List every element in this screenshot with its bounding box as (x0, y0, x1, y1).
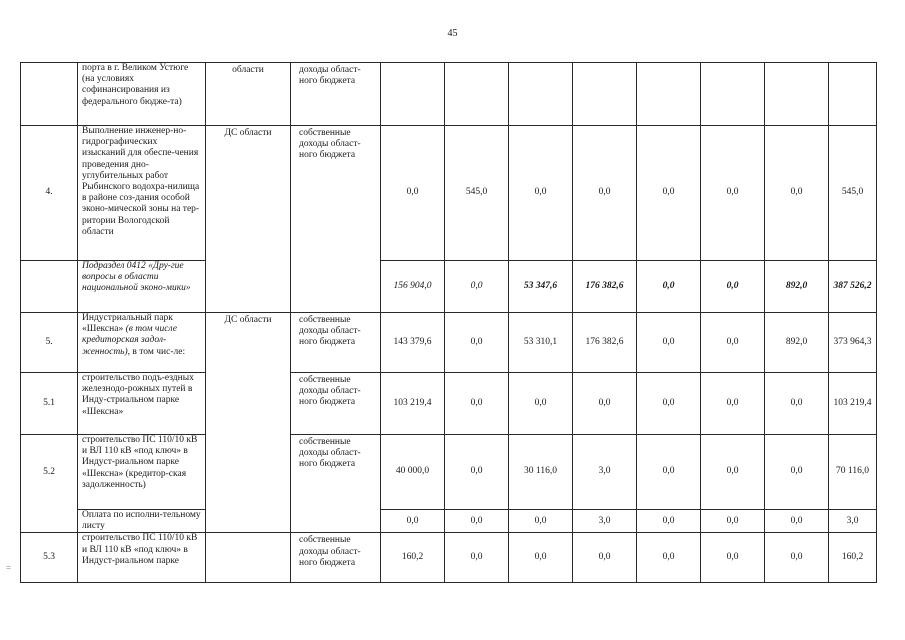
table-row (21, 510, 877, 533)
subsection-title: Подраздел 0412 «Дру-гие вопросы в области национальной эконо-мики» (78, 261, 206, 313)
table-row (21, 313, 877, 373)
value-cell: 0,0 (765, 435, 829, 510)
value-cell: 103 219,4 (381, 373, 445, 435)
value-cell: 30 116,0 (509, 435, 573, 510)
executor-cell (206, 261, 291, 313)
row-number: 4. (21, 126, 78, 261)
measure-name: порта в г. Великом Устюге (на условиях софинансирования из федерального бюдже-та) (78, 63, 206, 126)
executor-cell (206, 373, 291, 435)
value-cell: 0,0 (509, 373, 573, 435)
measure-name: строительство подъ-ездных железнодо-рожных путей в Инду-стриальном парке «Шексна» (78, 373, 206, 435)
value-cell: 0,0 (445, 313, 509, 373)
value-cell (829, 63, 877, 126)
value-cell (381, 63, 445, 126)
value-cell: 0,0 (637, 533, 701, 583)
value-cell: 0,0 (445, 533, 509, 583)
value-cell: 176 382,6 (573, 261, 637, 313)
value-cell: 892,0 (765, 313, 829, 373)
row-number (21, 63, 78, 126)
value-cell: 0,0 (573, 373, 637, 435)
funding-source: собственные доходы област-ного бюджета (291, 313, 381, 373)
funding-source: собственные доходы област-ного бюджета (291, 533, 381, 583)
value-cell: 156 904,0 (381, 261, 445, 313)
value-cell: 0,0 (573, 533, 637, 583)
executor-cell (206, 533, 291, 583)
value-cell: 0,0 (765, 533, 829, 583)
value-cell (445, 63, 509, 126)
value-cell: 143 379,6 (381, 313, 445, 373)
value-cell: 0,0 (445, 510, 509, 533)
row-number (21, 261, 78, 313)
value-cell: 0,0 (765, 510, 829, 533)
value-cell: 0,0 (445, 435, 509, 510)
executor-cell: ДС области (206, 313, 291, 373)
value-cell: 0,0 (637, 313, 701, 373)
value-cell: 53 347,6 (509, 261, 573, 313)
value-cell: 0,0 (701, 126, 765, 261)
row-number: 5.1 (21, 373, 78, 435)
value-cell: 0,0 (701, 533, 765, 583)
row-number (21, 510, 78, 533)
value-cell (637, 63, 701, 126)
value-cell: 3,0 (573, 435, 637, 510)
edge-mark: = (6, 563, 12, 573)
funding-source (291, 510, 381, 533)
value-cell: 0,0 (765, 373, 829, 435)
value-cell: 0,0 (701, 261, 765, 313)
value-cell: 0,0 (637, 373, 701, 435)
value-cell: 0,0 (701, 313, 765, 373)
value-cell: 40 000,0 (381, 435, 445, 510)
row-number: 5.3 (21, 533, 78, 583)
measure-name: строительство ПС 110/10 кВ и ВЛ 110 кВ «под ключ» в Индуст-риальном парке (78, 533, 206, 583)
value-cell: 0,0 (445, 261, 509, 313)
budget-table (20, 62, 877, 583)
value-cell: 103 219,4 (829, 373, 877, 435)
measure-name (78, 313, 206, 373)
table-row (21, 126, 877, 261)
value-cell: 160,2 (381, 533, 445, 583)
value-cell: 0,0 (445, 373, 509, 435)
value-cell: 3,0 (573, 510, 637, 533)
value-cell: 0,0 (701, 510, 765, 533)
value-cell: 53 310,1 (509, 313, 573, 373)
value-cell: 0,0 (637, 435, 701, 510)
measure-name-tail: , в том чис-ле: (127, 346, 186, 357)
value-cell: 0,0 (509, 533, 573, 583)
value-cell: 0,0 (637, 510, 701, 533)
table-row (21, 435, 877, 510)
value-cell: 160,2 (829, 533, 877, 583)
table-row (21, 261, 877, 313)
funding-source: собственные доходы област-ного бюджета (291, 373, 381, 435)
value-cell: 0,0 (701, 435, 765, 510)
row-number: 5. (21, 313, 78, 373)
measure-name: строительство ПС 110/10 кВ и ВЛ 110 кВ «под ключ» в Индуст-риальном парке «Шексна» (кредитор-ская задолженность) (78, 435, 206, 510)
value-cell: 3,0 (829, 510, 877, 533)
table-row (21, 63, 877, 126)
value-cell: 0,0 (381, 510, 445, 533)
executor-cell: области (206, 63, 291, 126)
value-cell: 0,0 (637, 126, 701, 261)
funding-source (291, 261, 381, 313)
value-cell (701, 63, 765, 126)
value-cell (765, 63, 829, 126)
measure-name-note: (в том числе кредиторская задол-женность) (82, 324, 178, 357)
value-cell: 0,0 (637, 261, 701, 313)
value-cell: 387 526,2 (829, 261, 877, 313)
funding-source: доходы област-ного бюджета (291, 63, 381, 126)
measure-name: Оплата по исполни-тельному листу (78, 510, 206, 533)
value-cell: 0,0 (381, 126, 445, 261)
executor-cell (206, 435, 291, 510)
measure-name-main: Индустриальный парк «Шексна» (82, 313, 173, 335)
executor-cell (206, 510, 291, 533)
table-row (21, 533, 877, 583)
executor-cell: ДС области (206, 126, 291, 261)
value-cell: 545,0 (829, 126, 877, 261)
value-cell: 0,0 (765, 126, 829, 261)
row-number: 5.2 (21, 435, 78, 510)
value-cell: 892,0 (765, 261, 829, 313)
value-cell: 0,0 (573, 126, 637, 261)
value-cell: 545,0 (445, 126, 509, 261)
value-cell: 0,0 (509, 510, 573, 533)
measure-name: Выполнение инженер-но-гидрографических изысканий для обеспе-чения проведения дно-углубительных работ Рыбинского водохра-нилища в районе соз-дания особой эконо-мической зоны на тер-ритории Вологодской области (78, 126, 206, 261)
table-row (21, 373, 877, 435)
funding-source: собственные доходы област-ного бюджета (291, 435, 381, 510)
value-cell: 0,0 (701, 373, 765, 435)
value-cell: 70 116,0 (829, 435, 877, 510)
value-cell: 176 382,6 (573, 313, 637, 373)
page-number: 45 (447, 28, 458, 39)
funding-source: собственные доходы област-ного бюджета (291, 126, 381, 261)
value-cell (573, 63, 637, 126)
value-cell (509, 63, 573, 126)
value-cell: 0,0 (509, 126, 573, 261)
value-cell: 373 964,3 (829, 313, 877, 373)
